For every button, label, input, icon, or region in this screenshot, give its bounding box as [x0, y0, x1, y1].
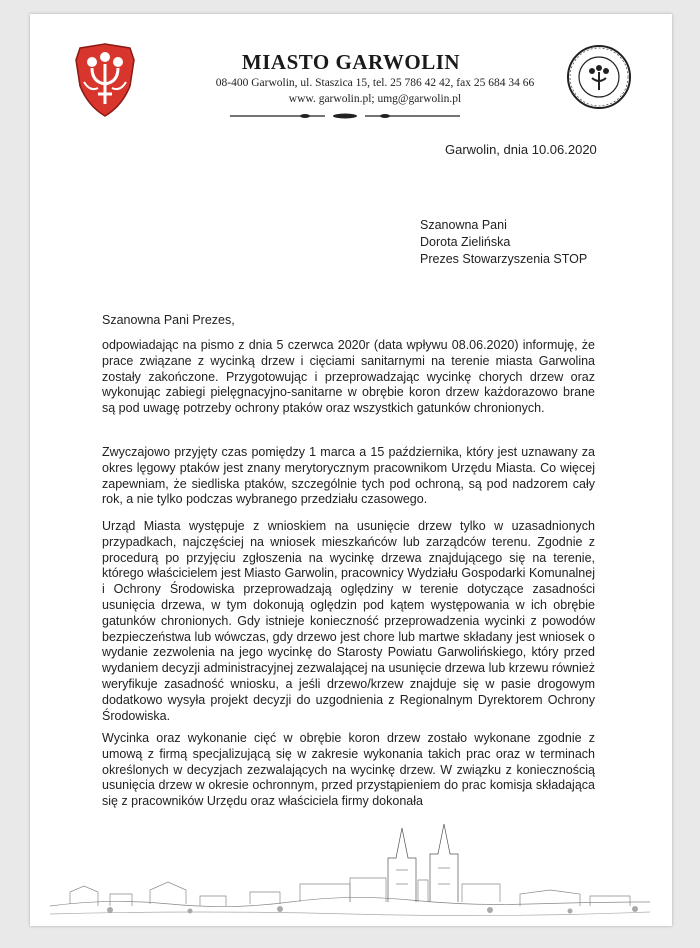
town-skyline-illustration	[50, 814, 650, 926]
letterhead-contact: www. garwolin.pl; umg@garwolin.pl	[288, 93, 462, 105]
addressee-block	[420, 217, 587, 268]
letter-date: Garwolin, dnia 10.06.2020	[445, 142, 597, 157]
salutation: Szanowna Pani Prezes,	[102, 313, 235, 327]
letterhead-ornament	[230, 111, 460, 121]
addressee-name: Dorota Zielińska	[420, 235, 511, 249]
body-paragraph-3: Urząd Miasta występuje z wnioskiem na usunięcie drzew tylko w uzasadnionych przypadkach, najczęściej na wniosek mieszkańców lub zarządców terenu. Zgodnie z procedurą po przyjęciu zgłoszenia na wycinkę drzewa znajdującego się na terenie, którego właścicielem jest Miasto Garwolin, pracownicy Wydziału Gospodarki Komunalnej i Ochrony Środowiska przeprowadzają oględziny w terenie dotyczące zasadności usunięcia drzewa, w tym dokonują oględzin pod kątem występowania w ich obrębie gatunków chronionych. Gdy istnieje konieczność przeprowadzenia wycinki z powodów bezpieczeństwa lub wówczas, gdy drzewo jest chore lub martwe składany jest wniosek o wydanie zezwolenia na jego wycinkę do Starosty Powiatu Garwolińskiego, który przed wydaniem decyzji administracyjnej zezwalającej na usunięcie drzewa lub krzewu również weryfikuje zasadność wniosku, a jeśli drzewo/krzew znajduje się w pasie drogowym dodatkowo wysyła projekt decyzji do uzgodnienia z Regionalnym Dyrektorem Ochrony Środowiska.	[102, 519, 595, 723]
addressee-line: Szanowna Pani	[420, 218, 507, 232]
body-paragraph-4: Wycinka oraz wykonanie cięć w obrębie koron drzew zostało wykonane zgodnie z umową z firmą specjalizującą się w zakresie wykonania takich prac oraz w terminach określonych w decyzjach zezwalających na wycinkę drzew. W związku z koniecznością usunięcia drzew w okresie ochronnym, przed przystąpieniem do prac komisja składająca się z pracowników Urzędu oraz właściciela firmy dokonała	[102, 731, 595, 809]
letter-page	[30, 14, 672, 926]
body-paragraph-2: Zwyczajowo przyjęty czas pomiędzy 1 marca a 15 października, który jest uznawany za okres lęgowy ptaków jest znany merytorycznym pracownikom Urzędu Miasta. Co więcej zapewniam, że siedliska ptaków, szczególnie tych pod ochroną, są pod nadzorem cały rok, a nie tylko podczas wybranego przedziału czasowego.	[102, 445, 595, 507]
city-seal-icon	[566, 44, 632, 110]
letterhead-title: MIASTO GARWOLIN	[241, 50, 461, 74]
letterhead-address: 08-400 Garwolin, ul. Staszica 15, tel. 25 786 42 42, fax 25 684 34 66	[215, 77, 535, 89]
addressee-position: Prezes Stowarzyszenia STOP	[420, 252, 588, 266]
body-paragraph-1: odpowiadając na pismo z dnia 5 czerwca 2020r (data wpływu 08.06.2020) informuję, że prace związane z wycinką drzew i cięciami sanitarnymi na terenie miasta Garwolina zostały zakończone. Przygotowując i przeprowadzając wycinkę chorych drzew oraz wykonując zabiegi pielęgnacyjno-sanitarne w obrębie koron drzew każdorazowo brane są pod uwagę potrzeby ochrony ptaków oraz wszystkich gatunków chronionych.	[102, 338, 595, 416]
